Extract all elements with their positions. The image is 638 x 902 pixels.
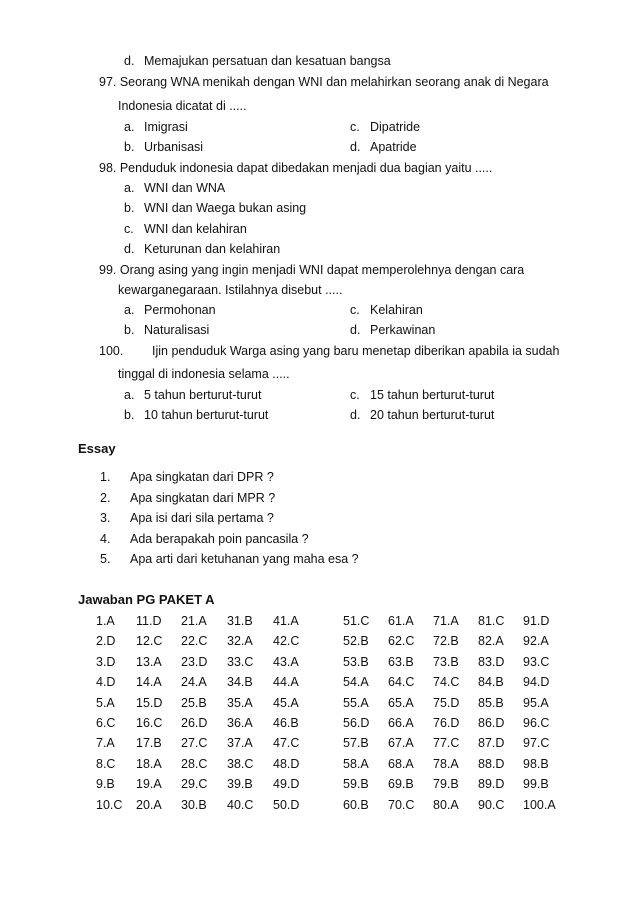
option-letter: b.	[124, 201, 135, 215]
option-letter: c.	[350, 303, 360, 317]
answer-key-entry: 78.A	[433, 757, 459, 771]
option-text: Dipatride	[370, 120, 421, 134]
option-text: Keturunan dan kelahiran	[144, 242, 281, 256]
answer-key-entry: 93.C	[523, 655, 550, 669]
q100-option-b	[124, 407, 268, 423]
answer-key-entry: 69.B	[388, 777, 414, 791]
answer-key-entry: 41.A	[273, 614, 299, 628]
answer-key-entry: 16.C	[136, 716, 163, 730]
answer-key-entry: 98.B	[523, 757, 549, 771]
option-text: Naturalisasi	[144, 323, 210, 337]
answer-key-entry: 24.A	[181, 675, 207, 689]
option-text: 10 tahun berturut-turut	[144, 408, 269, 422]
q98-option-c	[124, 221, 247, 237]
answer-key-entry: 9.B	[96, 777, 115, 791]
answer-key-entry: 89.D	[478, 777, 505, 791]
answer-key-entry: 11.D	[136, 614, 162, 628]
answer-key-entry: 67.A	[388, 736, 414, 750]
option-text: WNI dan kelahiran	[144, 222, 247, 236]
option-text: WNI dan WNA	[144, 181, 226, 195]
q97-option-b	[124, 139, 203, 155]
answer-key-entry: 85.B	[478, 696, 504, 710]
option-text: WNI dan Waega bukan asing	[144, 201, 307, 215]
answer-key-entry: 31.B	[227, 614, 253, 628]
answer-key-entry: 44.A	[273, 675, 299, 689]
answer-key-entry: 59.B	[343, 777, 369, 791]
answer-key-entry: 6.C	[96, 716, 116, 730]
option-letter: d.	[350, 140, 361, 154]
answer-key-entry: 92.A	[523, 634, 549, 648]
answer-key-entry: 35.A	[227, 696, 253, 710]
q96-option-d	[124, 53, 391, 69]
answer-key-entry: 1.A	[96, 614, 115, 628]
essay-item-text: Apa isi dari sila pertama ?	[130, 511, 274, 525]
answer-key-entry: 21.A	[181, 614, 207, 628]
answer-key-entry: 66.A	[388, 716, 414, 730]
answer-key-entry: 65.A	[388, 696, 414, 710]
answer-key-entry: 3.D	[96, 655, 116, 669]
option-letter: d.	[350, 408, 361, 422]
answer-key-entry: 60.B	[343, 798, 369, 812]
option-letter: c.	[350, 388, 360, 402]
q97-option-d	[350, 139, 417, 155]
q100-text-line1: Ijin penduduk Warga asing yang baru menetap diberikan apabila ia sudah	[152, 344, 560, 358]
answer-key-entry: 19.A	[136, 777, 162, 791]
answer-key-entry: 84.B	[478, 675, 504, 689]
option-text: Urbanisasi	[144, 140, 204, 154]
answer-key-entry: 77.C	[433, 736, 460, 750]
answer-key-entry: 20.A	[136, 798, 162, 812]
answer-key-entry: 96.C	[523, 716, 550, 730]
q100-option-d	[350, 407, 494, 423]
q99-option-c	[350, 302, 423, 318]
answer-key-entry: 8.C	[96, 757, 116, 771]
option-letter: b.	[124, 408, 135, 422]
q98-option-a	[124, 180, 225, 196]
answer-key-entry: 4.D	[96, 675, 116, 689]
q99-option-d	[350, 322, 435, 338]
answer-key-entry: 48.D	[273, 757, 300, 771]
answer-key-entry: 72.B	[433, 634, 459, 648]
answer-key-entry: 81.C	[478, 614, 505, 628]
q99-option-a	[124, 302, 216, 318]
answer-key-entry: 71.A	[433, 614, 459, 628]
option-letter: a.	[124, 303, 135, 317]
option-text: 15 tahun berturut-turut	[370, 388, 495, 402]
q100-option-c	[350, 387, 494, 403]
answer-key-entry: 86.D	[478, 716, 505, 730]
answer-key-entry: 49.D	[273, 777, 300, 791]
option-letter: d.	[124, 54, 135, 68]
option-letter: d.	[124, 242, 135, 256]
option-text: Apatride	[370, 140, 417, 154]
answer-key-entry: 14.A	[136, 675, 162, 689]
option-letter: d.	[350, 323, 361, 337]
answer-key-entry: 26.D	[181, 716, 208, 730]
answer-key-entry: 13.A	[136, 655, 162, 669]
option-text: Perkawinan	[370, 323, 436, 337]
option-letter: b.	[124, 323, 135, 337]
answer-key-entry: 99.B	[523, 777, 549, 791]
answer-key-entry: 33.C	[227, 655, 254, 669]
essay-item-number: 4.	[100, 532, 111, 546]
answer-key-entry: 38.C	[227, 757, 254, 771]
answer-key-entry: 62.C	[388, 634, 415, 648]
answer-key-entry: 55.A	[343, 696, 369, 710]
answer-key-entry: 51.C	[343, 614, 370, 628]
answer-key-entry: 88.D	[478, 757, 505, 771]
q97-option-c	[350, 119, 420, 135]
answer-key-entry: 82.A	[478, 634, 504, 648]
option-letter: c.	[350, 120, 360, 134]
option-letter: a.	[124, 181, 135, 195]
essay-item-text: Apa arti dari ketuhanan yang maha esa ?	[130, 552, 359, 566]
q99-text-line1: 99. Orang asing yang ingin menjadi WNI dapat memperolehnya dengan cara	[99, 263, 525, 277]
option-letter: b.	[124, 140, 135, 154]
essay-item-number: 5.	[100, 552, 111, 566]
essay-item-text: Ada berapakah poin pancasila ?	[130, 532, 309, 546]
answer-key-entry: 32.A	[227, 634, 253, 648]
answer-key-entry: 97.C	[523, 736, 550, 750]
q98-option-b	[124, 200, 306, 216]
answer-key-entry: 61.A	[388, 614, 414, 628]
answer-key-entry: 76.D	[433, 716, 460, 730]
answer-key-entry: 52.B	[343, 634, 369, 648]
answer-key-entry: 58.A	[343, 757, 369, 771]
answer-key-entry: 83.D	[478, 655, 505, 669]
answer-key-entry: 91.D	[523, 614, 550, 628]
answer-key-entry: 45.A	[273, 696, 299, 710]
answer-key-entry: 5.A	[96, 696, 115, 710]
answer-key-entry: 90.C	[478, 798, 505, 812]
answer-key-entry: 7.A	[96, 736, 115, 750]
answer-key-entry: 39.B	[227, 777, 253, 791]
option-text: 5 tahun berturut-turut	[144, 388, 262, 402]
answer-key-entry: 53.B	[343, 655, 369, 669]
answer-key-entry: 79.B	[433, 777, 459, 791]
option-letter: a.	[124, 120, 135, 134]
answer-key-entry: 64.C	[388, 675, 415, 689]
answer-key-entry: 63.B	[388, 655, 414, 669]
q100-number: 100.	[99, 344, 124, 358]
answer-key-entry: 34.B	[227, 675, 253, 689]
answer-key-entry: 18.A	[136, 757, 162, 771]
option-text: Permohonan	[144, 303, 216, 317]
q99-text-line2: kewarganegaraan. Istilahnya disebut .....	[118, 283, 343, 297]
essay-heading: Essay	[78, 441, 116, 456]
answer-key-entry: 15.D	[136, 696, 163, 710]
answer-key-entry: 17.B	[136, 736, 162, 750]
option-text: Imigrasi	[144, 120, 188, 134]
answer-key-entry: 74.C	[433, 675, 460, 689]
answer-key-entry: 94.D	[523, 675, 550, 689]
answer-key-entry: 22.C	[181, 634, 208, 648]
answer-key-entry: 75.D	[433, 696, 460, 710]
answer-key-entry: 28.C	[181, 757, 208, 771]
answer-key-heading: Jawaban PG PAKET A	[78, 592, 215, 607]
essay-item-number: 1.	[100, 470, 111, 484]
answer-key-entry: 43.A	[273, 655, 299, 669]
answer-key-entry: 56.D	[343, 716, 370, 730]
answer-key-entry: 100.A	[523, 798, 556, 812]
answer-key-entry: 10.C	[96, 798, 123, 812]
answer-key-entry: 12.C	[136, 634, 163, 648]
answer-key-entry: 50.D	[273, 798, 300, 812]
q98-option-d	[124, 241, 280, 257]
answer-key-entry: 57.B	[343, 736, 369, 750]
q97-text-line1: 97. Seorang WNA menikah dengan WNI dan melahirkan seorang anak di Negara	[99, 75, 549, 89]
answer-key-entry: 73.B	[433, 655, 459, 669]
answer-key-entry: 87.D	[478, 736, 505, 750]
essay-item-text: Apa singkatan dari DPR ?	[130, 470, 274, 484]
answer-key-entry: 80.A	[433, 798, 459, 812]
answer-key-entry: 36.A	[227, 716, 253, 730]
option-text: Memajukan persatuan dan kesatuan bangsa	[144, 54, 391, 68]
essay-item-text: Apa singkatan dari MPR ?	[130, 491, 276, 505]
answer-key-entry: 29.C	[181, 777, 208, 791]
answer-key-entry: 23.D	[181, 655, 208, 669]
answer-key-entry: 46.B	[273, 716, 299, 730]
option-letter: c.	[124, 222, 134, 236]
answer-key-entry: 68.A	[388, 757, 414, 771]
answer-key-entry: 30.B	[181, 798, 207, 812]
answer-key-entry: 27.C	[181, 736, 208, 750]
q97-text-line2: Indonesia dicatat di .....	[118, 99, 247, 113]
q99-option-b	[124, 322, 209, 338]
answer-key-entry: 47.C	[273, 736, 300, 750]
answer-key-entry: 25.B	[181, 696, 207, 710]
answer-key-entry: 42.C	[273, 634, 300, 648]
essay-item-number: 3.	[100, 511, 111, 525]
answer-key-entry: 70.C	[388, 798, 415, 812]
answer-key-entry: 95.A	[523, 696, 549, 710]
essay-item-number: 2.	[100, 491, 111, 505]
q98-text-line1: 98. Penduduk indonesia dapat dibedakan menjadi dua bagian yaitu .....	[99, 161, 493, 175]
option-letter: a.	[124, 388, 135, 402]
option-text: Kelahiran	[370, 303, 423, 317]
q100-option-a	[124, 387, 261, 403]
answer-key-entry: 54.A	[343, 675, 369, 689]
answer-key-entry: 2.D	[96, 634, 116, 648]
q97-option-a	[124, 119, 188, 135]
answer-key-entry: 40.C	[227, 798, 254, 812]
answer-key-entry: 37.A	[227, 736, 253, 750]
option-text: 20 tahun berturut-turut	[370, 408, 495, 422]
q100-text-line2: tinggal di indonesia selama .....	[118, 367, 290, 381]
